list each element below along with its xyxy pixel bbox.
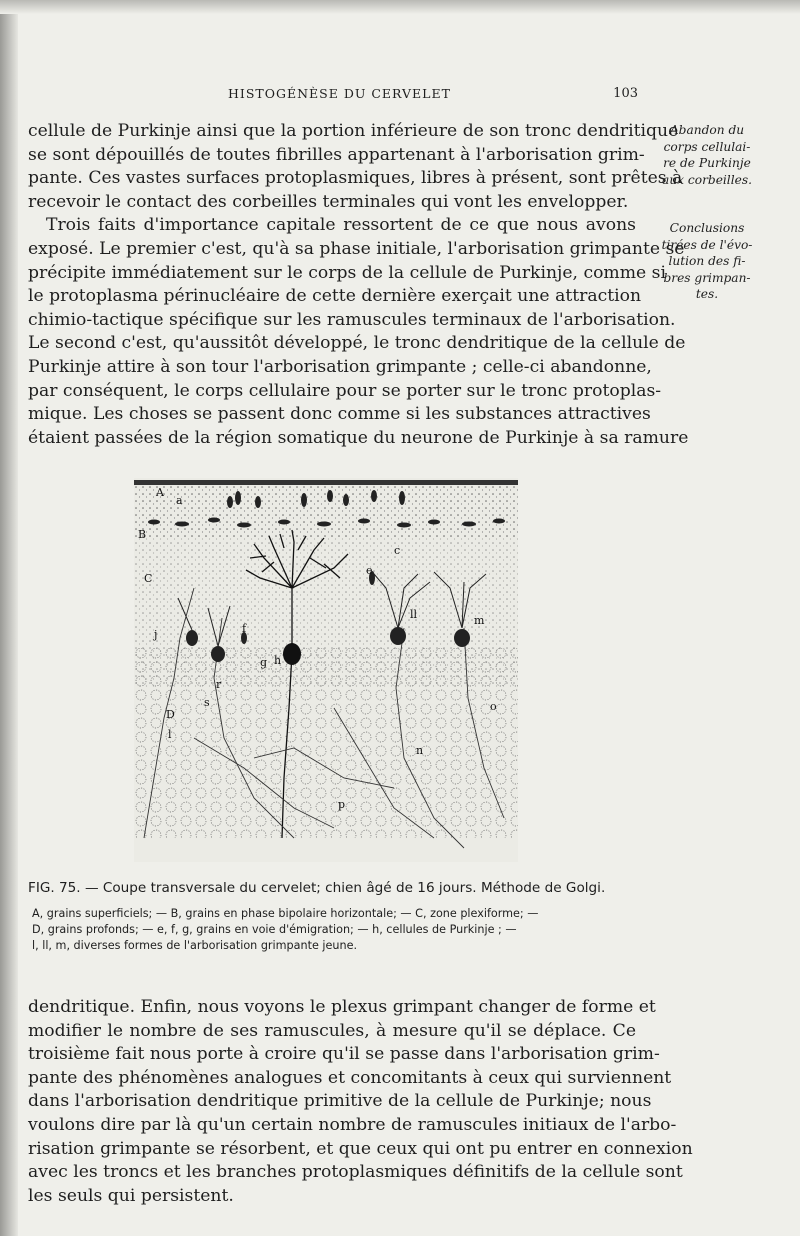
figure-label: g — [260, 656, 268, 669]
figure-caption — [28, 880, 638, 954]
caption-main: FIG. 75. — Coupe transversale du cervelet; chien âgé de 16 jours. Méthode de Golgi. — [28, 880, 606, 896]
figure-label: m — [474, 614, 485, 627]
text-line: Trois faits d'importance capitale ressortent de ce que nous avons — [46, 215, 636, 236]
caption-legend-line: D, grains profonds; — e, f, g, grains en voie d'émigration; — h, cellules de Purkinje ; — — [32, 923, 517, 936]
text-line: par conséquent, le corps cellulaire pour se porter sur le tronc protoplas- — [28, 380, 662, 401]
margin-note-line: tes. — [695, 287, 719, 301]
text-line: cellule de Purkinje ainsi que la portion inférieure de son tronc dendritique — [28, 121, 679, 141]
text-line: dendritique. Enfin, nous voyons le plexus grimpant changer de forme et — [28, 997, 656, 1017]
figure-label: a — [176, 494, 183, 507]
margin-note-line: tirées de l'évo- — [661, 237, 753, 252]
paragraph-bottom — [28, 996, 693, 1208]
margin-note-line: Abandon du — [669, 123, 745, 137]
figure-label: A — [156, 486, 164, 499]
margin-note-line: re de Purkinje — [663, 156, 751, 170]
margin-note-line: Conclusions — [669, 221, 745, 235]
text-line: les seuls qui persistent. — [28, 1185, 234, 1206]
text-line: risation grimpante se résorbent, et que ceux qui ont pu entrer en connexion — [28, 1138, 693, 1159]
text-line: avec les troncs et les branches protoplasmiques définitifs de la cellule sont — [28, 1162, 683, 1183]
figure-label: D — [166, 708, 175, 721]
cerebellum-drawing — [134, 478, 518, 862]
paragraph-top — [28, 120, 689, 450]
page-shadow-top — [0, 0, 800, 14]
text-line: chimio-tactique spécifique sur les ramuscules terminaux de l'arborisation. — [28, 309, 676, 330]
figure-label: j — [154, 628, 158, 641]
page-number: 103 — [613, 86, 638, 101]
figure-label: f — [242, 622, 247, 635]
figure-label: e — [366, 564, 373, 577]
figure-label: c — [394, 544, 401, 557]
text-line: le protoplasma périnucléaire de cette dernière exerçait une attraction — [28, 286, 642, 307]
figure-label: h — [274, 654, 282, 667]
text-line: modifier le nombre de ses ramuscules, à mesure qu'il se déplace. Ce — [28, 1020, 636, 1041]
text-line: précipite immédiatement sur le corps de la cellule de Purkinje, comme si — [28, 262, 666, 283]
figure-label: ll — [410, 608, 418, 621]
text-line: mique. Les choses se passent donc comme si les substances attractives — [28, 404, 651, 425]
caption-legend — [28, 906, 638, 954]
margin-note-line: corps cellulai- — [663, 139, 751, 154]
figure-label: n — [416, 744, 424, 757]
margin-note-line: bres grimpan- — [663, 270, 751, 285]
margin-note-line: lution des fi- — [668, 254, 746, 268]
figure-label: o — [490, 700, 497, 713]
margin-note-line: aux corbeilles. — [662, 172, 752, 187]
text-line: étaient passées de la région somatique du neurone de Purkinje à sa ramure — [28, 427, 689, 448]
text-line: Le second c'est, qu'aussitôt développé, le tronc dendritique de la cellule de — [28, 333, 686, 354]
text-line: se sont dépouillés de toutes fibrilles appartenant à l'arborisation grim- — [28, 144, 645, 165]
purkinje-soma — [283, 643, 301, 665]
figure-label: C — [144, 572, 153, 585]
figure-cerebellum-illustration — [134, 478, 518, 862]
text-line: exposé. Le premier c'est, qu'à sa phase initiale, l'arborisation grimpante se — [28, 238, 685, 259]
text-line: dans l'arborisation dendritique primitive de la cellule de Purkinje; nous — [28, 1091, 652, 1112]
text-line: voulons dire par là qu'un certain nombre de ramuscules initiaux de l'arbo- — [28, 1114, 677, 1135]
figure-label: l — [168, 728, 172, 741]
running-title: HISTOGÉNÈSE DU CERVELET — [228, 86, 451, 101]
margin-note-conclusions — [652, 220, 762, 303]
figure-label: p — [338, 798, 346, 811]
margin-note-abandon — [652, 122, 762, 188]
text-line: troisième fait nous porte à croire qu'il se passe dans l'arborisation grim- — [28, 1044, 660, 1065]
caption-legend-line: l, ll, m, diverses formes de l'arborisation grimpante jeune. — [32, 939, 358, 952]
text-line: pante des phénomènes analogues et concomitants à ceux qui surviennent — [28, 1067, 672, 1088]
figure-label: r — [216, 678, 222, 691]
figure-label: s — [204, 696, 210, 709]
text-line: pante. Ces vastes surfaces protoplasmiques, libres à présent, sont prêtes à — [28, 168, 683, 189]
text-line: Purkinje attire à son tour l'arborisation grimpante ; celle-ci abandonne, — [28, 356, 652, 377]
page-shadow — [0, 0, 18, 1236]
caption-legend-line: A, grains superficiels; — B, grains en phase bipolaire horizontale; — C, zone plexiforme; — — [32, 907, 539, 920]
text-line: recevoir le contact des corbeilles terminales qui vont les envelopper. — [28, 191, 629, 212]
figure-label: B — [138, 528, 147, 541]
